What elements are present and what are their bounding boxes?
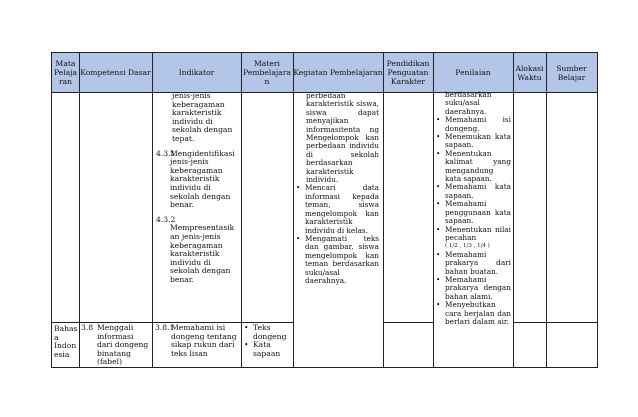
penilaian-lead: berdasarkan suku/asal daerahnya. — [445, 90, 492, 116]
penilaian-item: • Menentukan nilai pecahan ( 1/2 , 1/3 , 1/4 ) — [435, 226, 511, 251]
indikator-item: 4.3.2 Mempresentasik an jenis-jenis keberagaman karakteristik individu di sekolah dengan benar. — [156, 214, 235, 284]
penilaian-item: • Memahami isi dongeng. — [435, 116, 511, 133]
header-mata-pelajaran: Mata Pelaja ran — [52, 53, 79, 92]
materi-cell — [243, 324, 291, 358]
column-divider — [241, 53, 242, 367]
column-divider — [293, 53, 294, 367]
indikator-row2-cell — [155, 324, 240, 358]
header-alokasi-waktu: Alokasi Waktu — [513, 53, 546, 92]
indikator-text: Memahami isi dongeng tentang sikap rukun dari teks lisan — [171, 323, 237, 358]
materi-item: • Teks dongeng — [243, 324, 291, 341]
row-divider — [513, 322, 597, 323]
column-divider — [383, 53, 384, 367]
header-penilaian: Penilaian — [433, 53, 513, 92]
penilaian-item: • Memahami kata sapaan. — [435, 183, 511, 200]
pecahan-values: ( 1/2 , 1/3 , 1/4 ) — [445, 243, 490, 250]
penilaian-item: • Menyebutkan cara berjalan dan berlari dalam air. — [435, 301, 511, 326]
header-kegiatan: Kegiatan Pembelajaran — [293, 53, 383, 92]
column-divider — [513, 53, 514, 367]
kegiatan-item: • Mencari data informasi kepada teman, siswa mengelompok kan karakteristik individu di kelas. — [295, 184, 379, 234]
header-materi: Materi Pembelajara n — [241, 53, 293, 92]
kd-cell — [81, 324, 151, 367]
header-sumber-belajar: Sumber Belajar — [546, 53, 597, 92]
penilaian-item: • Menentukan kalimat yang mengandung kata sapaan. — [435, 150, 511, 184]
lesson-plan-table — [51, 52, 598, 368]
penilaian-item: • Memahami prakarya dari bahan buatan. — [435, 251, 511, 276]
indikator-cell — [156, 92, 240, 284]
column-divider — [546, 53, 547, 367]
kegiatan-lead: perbedaan karakteristik siswa, siswa dapat menyajikan informasitenta ng Mengelompok kan perbedaan individu di sekolah berdasarkan karakteristik individu. — [306, 91, 379, 185]
kegiatan-cell — [295, 92, 379, 285]
materi-item: • Kata sapaan — [243, 341, 291, 358]
header-pendidikan-karakter: Pendidikan Penguatan Karakter — [383, 53, 433, 92]
header-kompetensi-dasar: Kompetensi Dasar — [79, 53, 152, 92]
mapel-cell: Bahas a Indon esia — [54, 324, 78, 359]
penilaian-item: • Memahami penggunaan kata sapaan. — [435, 200, 511, 225]
row-divider — [383, 322, 433, 323]
penilaian-item: • Menemukan kata sapaan. — [435, 133, 511, 150]
penilaian-item: • Memahami prakarya dengan bahan alami. — [435, 276, 511, 301]
indikator-item: 4.3.1 Mengidentifikasi jenis-jenis keberagaman karakteristik individu di sekolah dengan benar. — [156, 148, 235, 210]
kegiatan-item: • Mengamati teks dan gambar, siswa mengelompok kan teman berdasarkan suku/asal daerahnya. — [295, 235, 379, 285]
header-indikator: Indikator — [152, 53, 241, 92]
column-divider — [152, 53, 153, 367]
indikator-number: 3.8.1 — [155, 323, 175, 332]
column-divider — [433, 53, 434, 367]
penilaian-cell — [435, 91, 511, 326]
indikator-lead: jenis-jenis keberagaman karakteristik individu di sekolah dengan tepat. — [172, 91, 233, 143]
column-divider — [79, 53, 80, 367]
kd-text: Menggali informasi dari dongeng binatang (fabel) — [97, 323, 149, 367]
kd-number: 3.8 — [81, 323, 94, 332]
